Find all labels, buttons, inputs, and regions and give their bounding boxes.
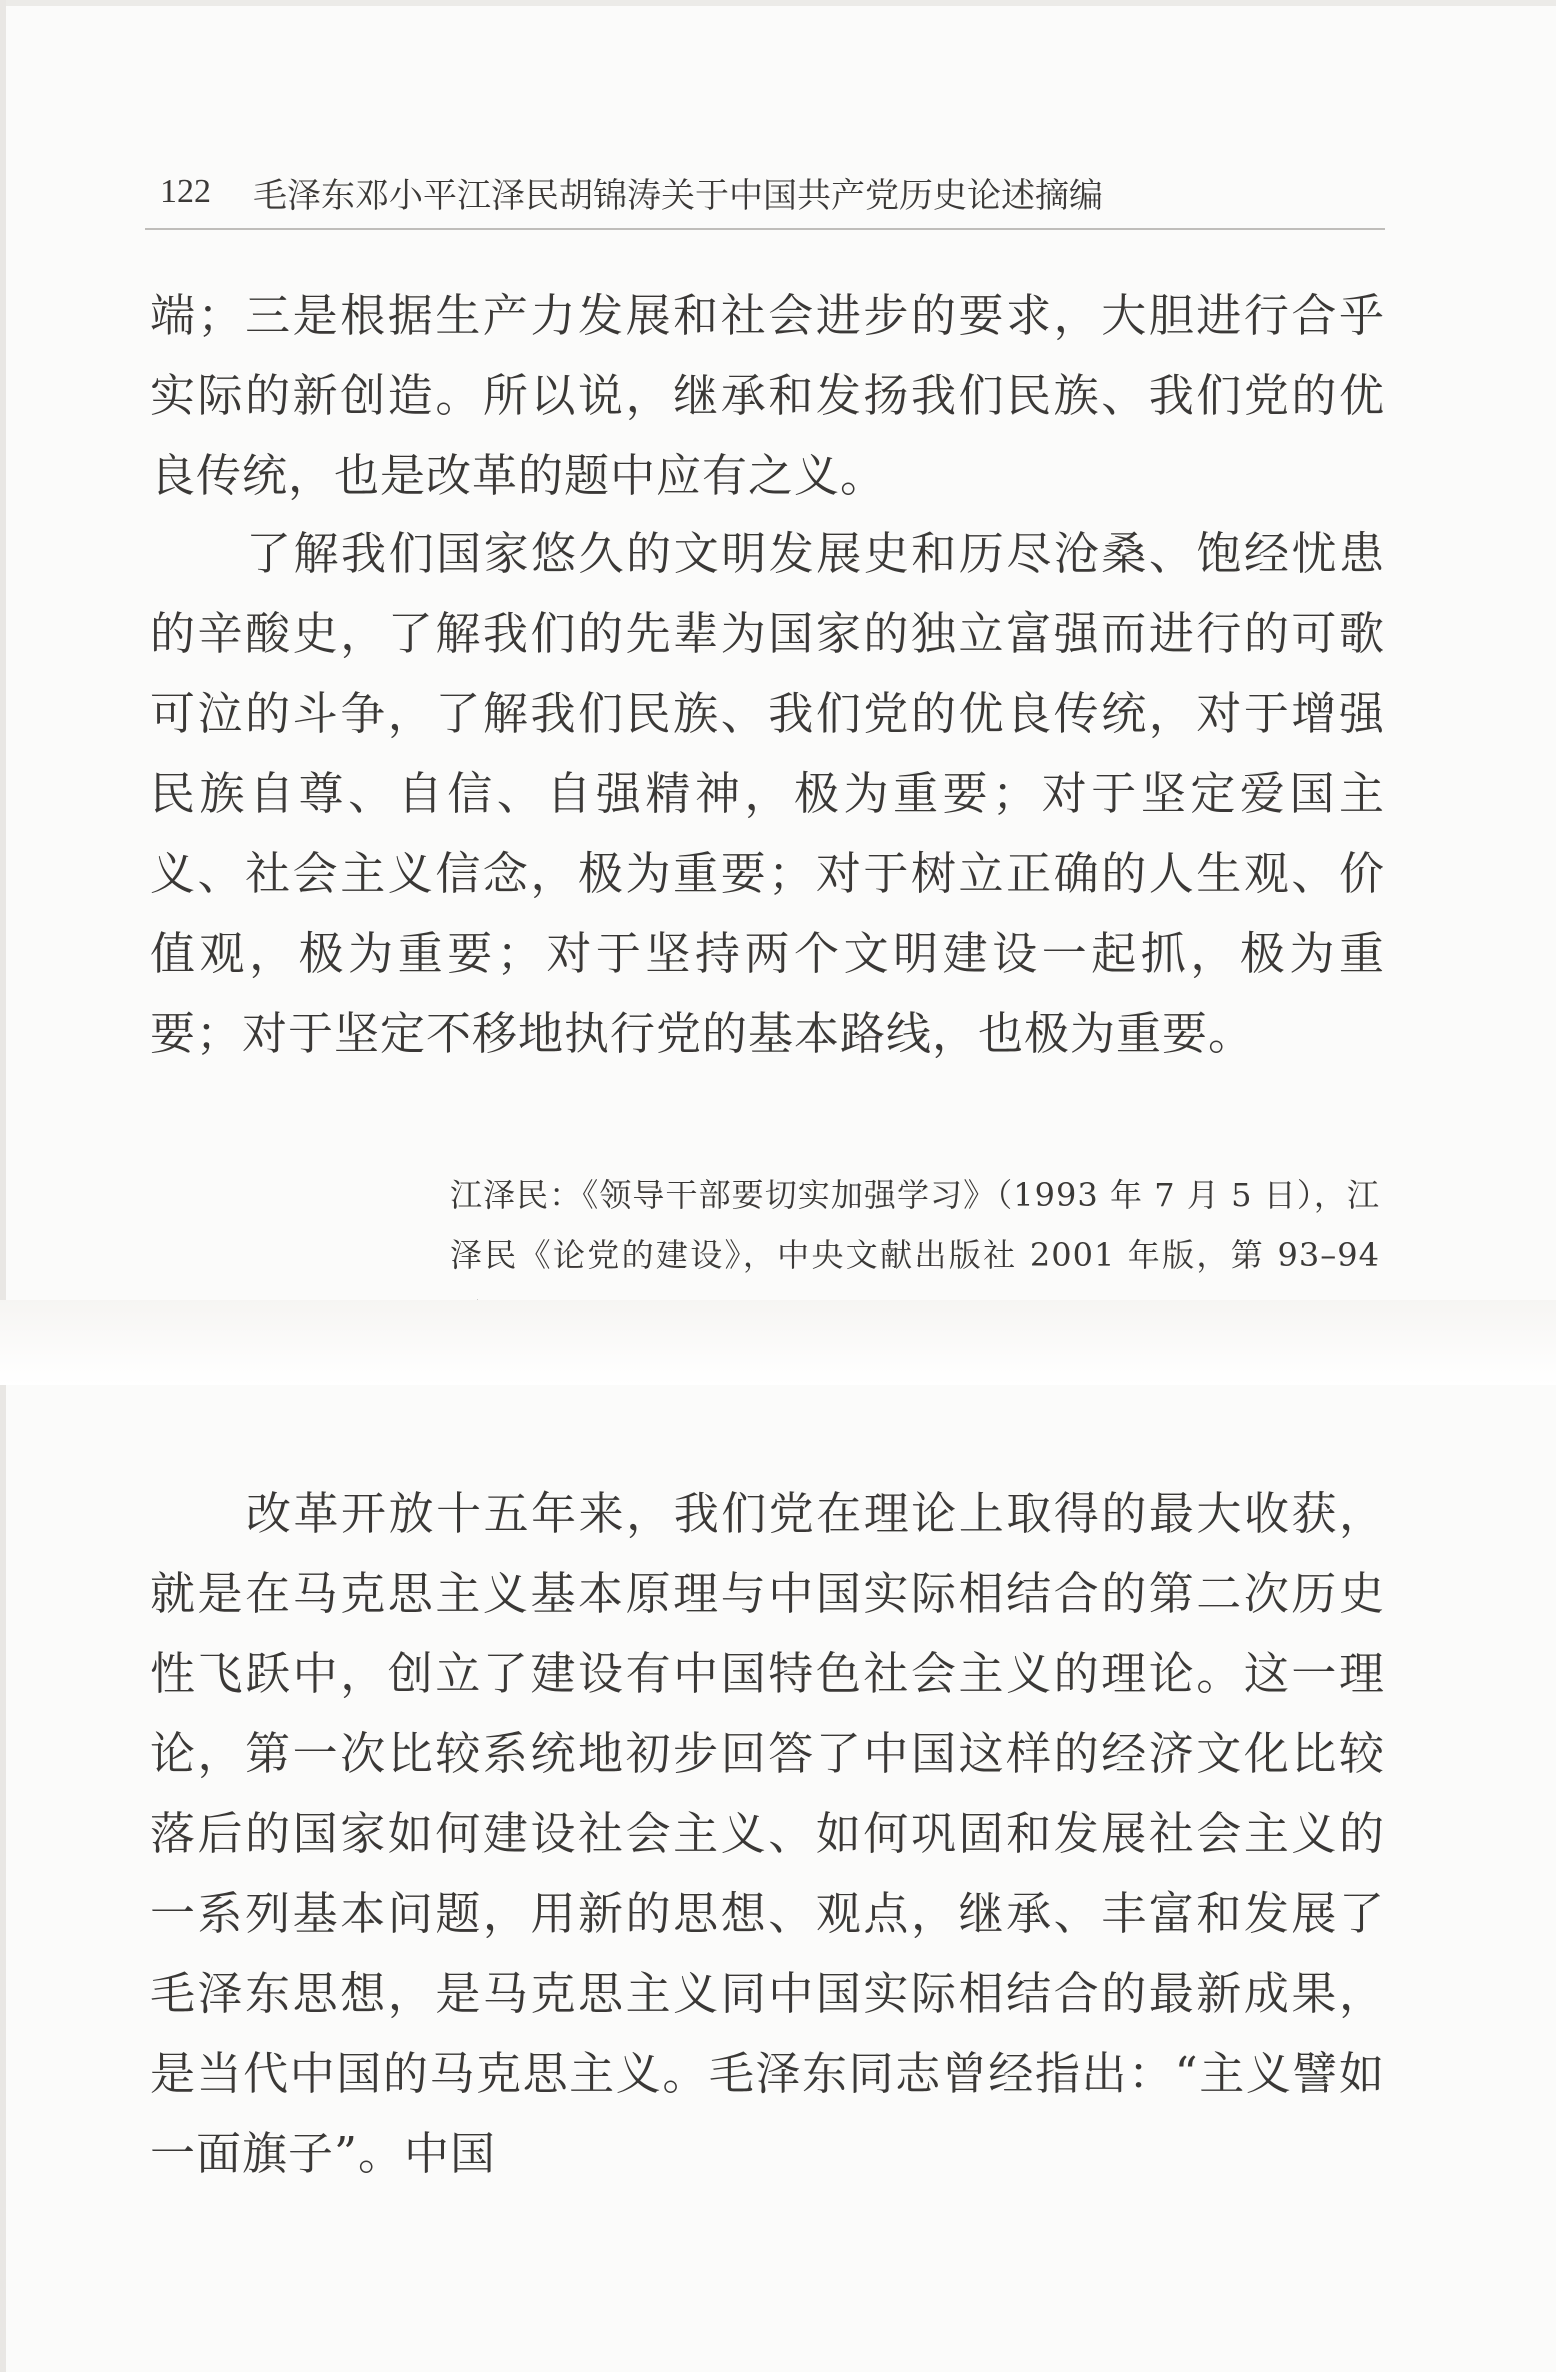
page-number: 122	[160, 173, 211, 210]
header-rule	[145, 228, 1385, 230]
page-left-edge	[0, 0, 6, 2372]
source-citation: 江泽民：《领导干部要切实加强学习》（1993 年 7 月 5 日），江泽民《论党的建设》，中央文献出版社 2001 年版，第 93–94	[450, 1176, 1380, 1274]
paragraph-1: 端；三是根据生产力发展和社会进步的要求，大胆进行合乎实际的新创造。所以说，继承和发扬我们民族、我们党的优良传统，也是改革的题中应有之义。	[150, 289, 1385, 502]
scan-shadow-band	[0, 1300, 1556, 1385]
paragraph-2: 了解我们国家悠久的文明发展史和历尽沧桑、饱经忧患的辛酸史，了解我们的先辈为国家的独立富强而进行的可歌可泣的斗争，了解我们民族、我们党的优良传统，对于增强民族自尊、自信、自强精神，极为重要；对于坚定爱国主义、社会主义信念，极为重要；对于树立正确的人生观、价值观，极为重要；对于坚持两个文明建设一起抓，极为重要；对于坚定不移地执行党的基本路线，也极为重要。	[150, 527, 1385, 1060]
page-top-edge	[0, 0, 1556, 6]
running-header	[160, 164, 1385, 220]
book-title: 毛泽东邓小平江泽民胡锦涛关于中国共产党历史论述摘编	[253, 175, 1103, 216]
paragraph-3: 改革开放十五年来，我们党在理论上取得的最大收获，就是在马克思主义基本原理与中国实际相结合的第二次历史性飞跃中，创立了建设有中国特色社会主义的理论。这一理论，第一次比较系统地初步回答了中国这样的经济文化比较落后的国家如何建设社会主义、如何巩固和发展社会主义的一系列基本问题，用新的思想、观点，继承、丰富和发展了毛泽东思想，是马克思主义同中国实际相结合的最新成果，是当代中国的马克思主义。毛泽东同志曾经指出：“主义譬如一面旗子”。中国	[150, 1487, 1385, 2180]
